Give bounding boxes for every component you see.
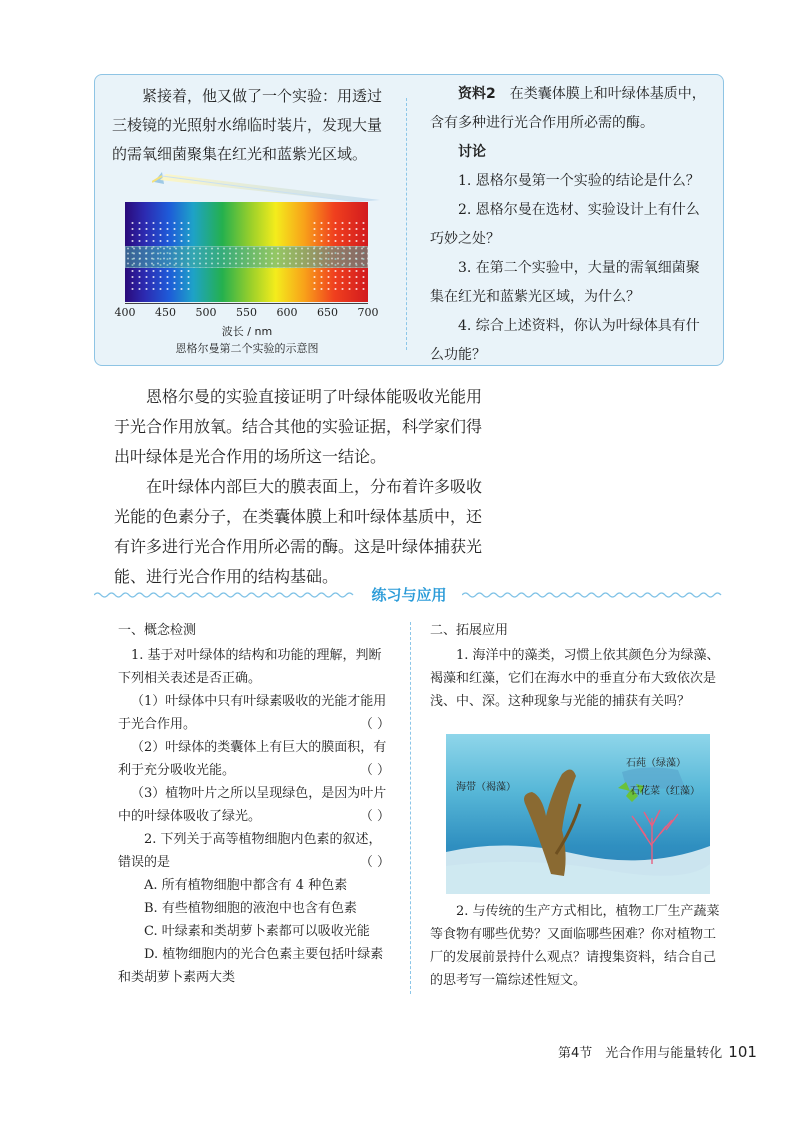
judgement-text: （2）叶绿体的类囊体上有巨大的膜面积，有利于充分吸收光能。 xyxy=(118,740,387,778)
wave-divider-right xyxy=(462,590,724,600)
wave-divider-left xyxy=(94,590,356,600)
discussion-question: 3. 在第二个实验中，大量的需氧细菌聚集在红光和蓝紫光区域，为什么？ xyxy=(430,260,700,305)
section-title: 练习与应用 xyxy=(371,586,447,604)
material-2-panel xyxy=(430,80,712,370)
judgement-item xyxy=(118,690,390,736)
material-text: 在类囊体膜上和叶绿体基质中，含有多种进行光合作用所必需的酶。 xyxy=(430,86,706,131)
question-2 xyxy=(118,828,390,874)
discussion-question: 2. 恩格尔曼在选材、实验设计上有什么巧妙之处？ xyxy=(430,202,700,247)
extension-question: 2. 与传统的生产方式相比，植物工厂生产蔬菜等食物有哪些优势？又面临哪些困难？你对植物工厂的发展前景持什么观点？请搜集资料，结合自己的思考写一篇综述性短文。 xyxy=(430,904,720,988)
tick-label: 550 xyxy=(236,306,257,319)
judgement-text: （1）叶绿体中只有叶绿素吸收的光能才能用于光合作用。 xyxy=(118,694,387,732)
section-header xyxy=(94,584,724,606)
answer-blank[interactable]: （ ） xyxy=(359,809,390,824)
discussion-heading: 讨论 xyxy=(458,144,486,160)
judgement-item xyxy=(118,782,390,828)
page-footer xyxy=(558,1042,757,1061)
judgement-item xyxy=(118,736,390,782)
engelmann-experiment-figure xyxy=(112,160,382,360)
body-paragraph: 恩格尔曼的实验直接证明了叶绿体能吸收光能用于光合作用放氧。结合其他的实验证据，科学家们得出叶绿体是光合作用的场所这一结论。 xyxy=(114,387,483,466)
answer-option[interactable]: A. 所有植物细胞中都含有 4 种色素 xyxy=(144,878,348,893)
tick-label: 650 xyxy=(317,306,338,319)
judgement-text: （3）植物叶片之所以呈现绿色，是因为叶片中的叶绿体吸收了绿光。 xyxy=(118,786,387,824)
answer-blank[interactable]: （ ） xyxy=(359,717,390,732)
question-stem: 2. 下列关于高等植物细胞内色素的叙述，错误的是 xyxy=(118,832,382,870)
figure-caption: 恩格尔曼第二个实验的示意图 xyxy=(175,342,319,355)
info-box-divider xyxy=(406,98,407,350)
discussion-question: 1. 恩格尔曼第一个实验的结论是什么？ xyxy=(458,173,700,189)
concept-check-column xyxy=(118,620,390,989)
brown-algae-label: 海带（褐藻） xyxy=(456,782,516,793)
experiment-description: 紧接着，他又做了一个实验：用透过三棱镜的光照射水绵临时装片，发现大量的需氧细菌聚集在红光和蓝紫光区域。 xyxy=(112,87,383,163)
axis-label: 波长 / nm xyxy=(221,325,273,338)
algae-sea-figure xyxy=(446,734,710,894)
answer-option[interactable]: B. 有些植物细胞的液泡中也含有色素 xyxy=(144,901,357,916)
extension-question-2-block xyxy=(430,900,720,992)
prism-light-rays xyxy=(152,160,382,204)
red-algae-label: 石花菜（红藻） xyxy=(630,786,700,797)
concept-check-heading: 一、概念检测 xyxy=(118,623,197,638)
page-number: 101 xyxy=(728,1043,757,1061)
answer-option[interactable]: D. 植物细胞内的光合色素主要包括叶绿素和类胡萝卜素两大类 xyxy=(118,947,384,985)
main-body-text xyxy=(114,382,496,592)
tick-label: 600 xyxy=(276,306,298,319)
light-spectrum xyxy=(125,202,368,302)
tick-label: 500 xyxy=(195,306,217,319)
extended-application-heading: 二、拓展应用 xyxy=(430,623,509,638)
answer-option[interactable]: C. 叶绿素和类胡萝卜素都可以吸收光能 xyxy=(144,924,370,939)
material-label: 资料2 xyxy=(458,86,496,102)
answer-blank[interactable]: （ ） xyxy=(359,855,390,870)
answer-blank[interactable]: （ ） xyxy=(359,763,390,778)
footer-section-title: 第4节 光合作用与能量转化 xyxy=(558,1046,723,1061)
extension-question: 1. 海洋中的藻类，习惯上依其颜色分为绿藻、褐藻和红藻，它们在海水中的垂直分布大致依次是浅、中、深。这种现象与光能的捕获有关吗？ xyxy=(430,648,720,709)
extended-application-column xyxy=(430,620,720,713)
filament-texture xyxy=(125,246,368,268)
discussion-question: 4. 综合上述资料，你认为叶绿体具有什么功能？ xyxy=(430,318,700,363)
question-stem: 1. 基于对叶绿体的结构和功能的理解，判断下列相关表述是否正确。 xyxy=(118,648,382,686)
material-2 xyxy=(430,80,712,138)
wavelength-axis xyxy=(125,303,368,304)
tick-label: 400 xyxy=(114,306,136,319)
green-algae-label: 石莼（绿藻） xyxy=(626,758,686,769)
body-paragraph: 在叶绿体内部巨大的膜表面上，分布着许多吸收光能的色素分子，在类囊体膜上和叶绿体基质中，还有许多进行光合作用所必需的酶。这是叶绿体捕获光能、进行光合作用的结构基础。 xyxy=(114,477,483,586)
tick-label: 700 xyxy=(357,306,379,319)
exercise-column-divider xyxy=(410,622,411,994)
tick-label: 450 xyxy=(155,306,176,319)
